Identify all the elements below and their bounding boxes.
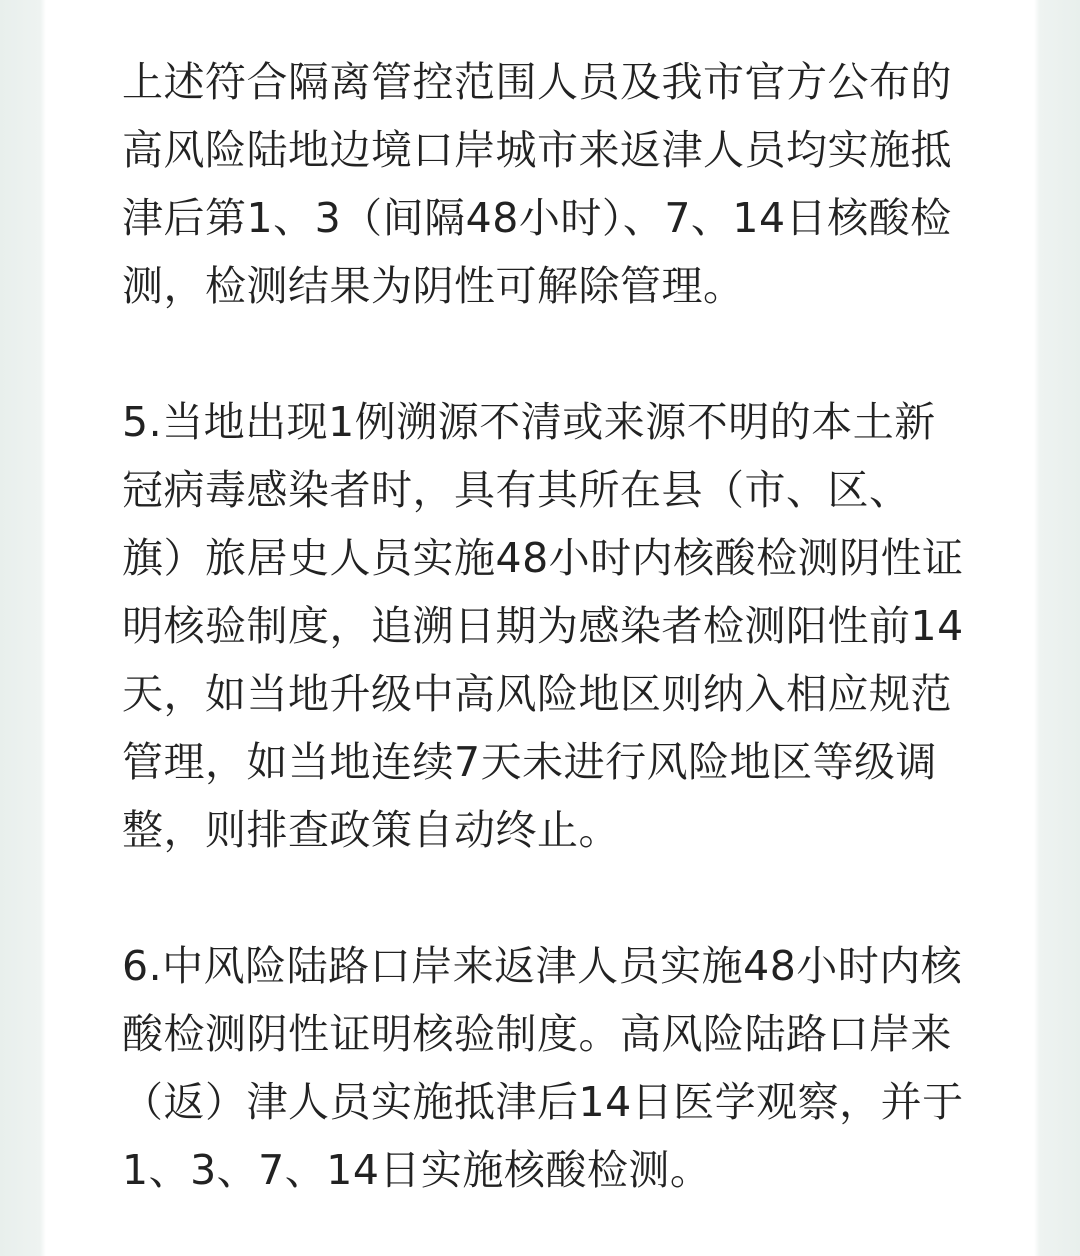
article-body	[122, 48, 964, 1204]
paragraph-quarantine-release: 上述符合隔离管控范围人员及我市官方公布的高风险陆地边境口岸城市来返津人员均实施抵津后第1、3（间隔48小时）、7、14日核酸检测，检测结果为阴性可解除管理。	[122, 58, 952, 310]
paragraph-spacer	[122, 864, 964, 932]
paragraph-item-5: 5.当地出现1例溯源不清或来源不明的本土新冠病毒感染者时，具有其所在县（市、区、旗）旅居史人员实施48小时内核酸检测阴性证明核验制度，追溯日期为感染者检测阳性前14天，如当地升级中高风险地区则纳入相应规范管理，如当地连续7天未进行风险地区等级调整，则排查政策自动终止。	[122, 398, 964, 854]
paragraph-item-6: 6.中风险陆路口岸来返津人员实施48小时内核酸检测阴性证明核验制度。高风险陆路口岸来（返）津人员实施抵津后14日医学观察，并于1、3、7、14日实施核酸检测。	[122, 942, 964, 1194]
paragraph-spacer	[122, 320, 964, 388]
